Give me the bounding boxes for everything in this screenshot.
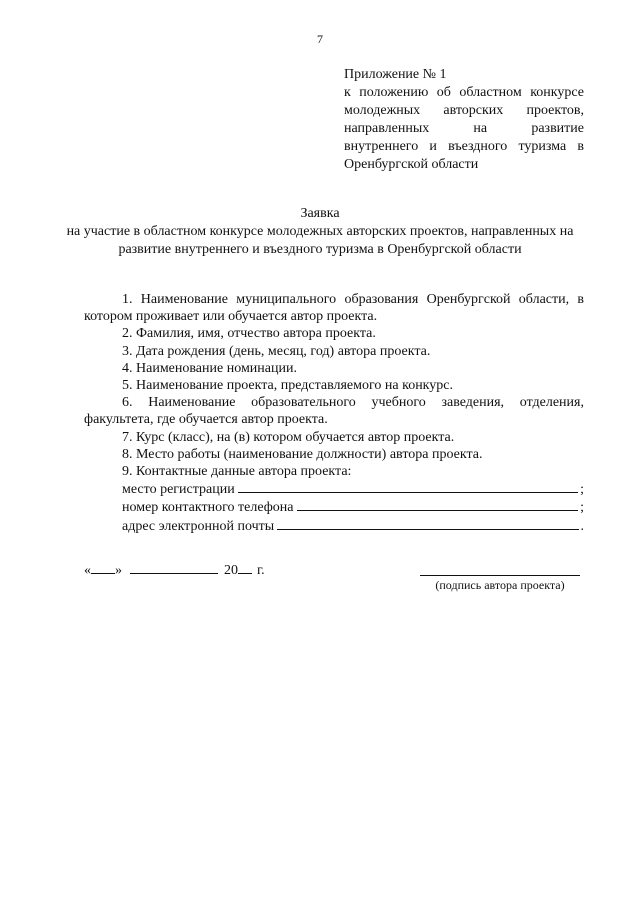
date-close-quote: » [115, 563, 122, 578]
appendix-line-1: к положению об областном конкурсе [344, 85, 584, 100]
registration-field[interactable] [238, 480, 578, 493]
item-9: 9. Контактные данные автора проекта: [122, 464, 352, 480]
phone-row [84, 498, 584, 516]
appendix-line-4: внутреннего и въездного туризма в [344, 139, 584, 154]
phone-semicolon: ; [580, 500, 584, 516]
phone-field[interactable] [297, 498, 579, 511]
item-3: 3. Дата рождения (день, месяц, год) автора проекта. [122, 343, 431, 359]
year-field[interactable] [238, 561, 252, 574]
appendix-line-2: молодежных авторских проектов, [344, 103, 584, 118]
year-prefix: 20 [224, 563, 238, 578]
email-label: адрес электронной почты [122, 518, 275, 534]
email-period: . [580, 518, 584, 534]
item-4: 4. Наименование номинации. [122, 360, 297, 376]
appendix-line-3: направленных на развитие [344, 121, 584, 136]
date-block [84, 561, 265, 579]
signature-line[interactable] [420, 575, 580, 576]
phone-label: номер контактного телефона [122, 500, 294, 516]
month-field[interactable] [130, 561, 218, 574]
registration-semicolon: ; [580, 482, 584, 498]
item-1: 1. Наименование муниципального образования Оренбургской области, в котором проживает или обучается автор проекта. [84, 292, 584, 325]
date-open-quote: « [84, 563, 91, 578]
day-field[interactable] [91, 561, 115, 574]
year-suffix: г. [257, 563, 265, 578]
document-title: Заявка [300, 206, 340, 221]
signature-caption: (подпись автора проекта) [435, 578, 565, 592]
item-2: 2. Фамилия, имя, отчество автора проекта. [122, 326, 376, 342]
item-7: 7. Курс (класс), на (в) котором обучается автор проекта. [122, 429, 455, 445]
email-row [84, 517, 584, 535]
registration-label: место регистрации [122, 482, 235, 498]
email-field[interactable] [277, 517, 578, 530]
registration-row [84, 480, 584, 498]
appendix-line-5: Оренбургской области [344, 157, 479, 172]
application-items [84, 291, 584, 535]
appendix-title: Приложение № 1 [344, 67, 447, 82]
item-6: 6. Наименование образовательного учебного заведения, отделения, факультета, где обучается автор проекта. [84, 395, 584, 428]
document-subtitle: на участие в областном конкурсе молодежных авторских проектов, направленных на развитие внутреннего и въездного туризма в Оренбургской области [66, 224, 574, 257]
appendix-block [344, 66, 584, 174]
item-5: 5. Наименование проекта, представляемого на конкурс. [122, 378, 454, 394]
page-number: 7 [317, 32, 323, 46]
item-8: 8. Место работы (наименование должности) автора проекта. [122, 446, 483, 462]
